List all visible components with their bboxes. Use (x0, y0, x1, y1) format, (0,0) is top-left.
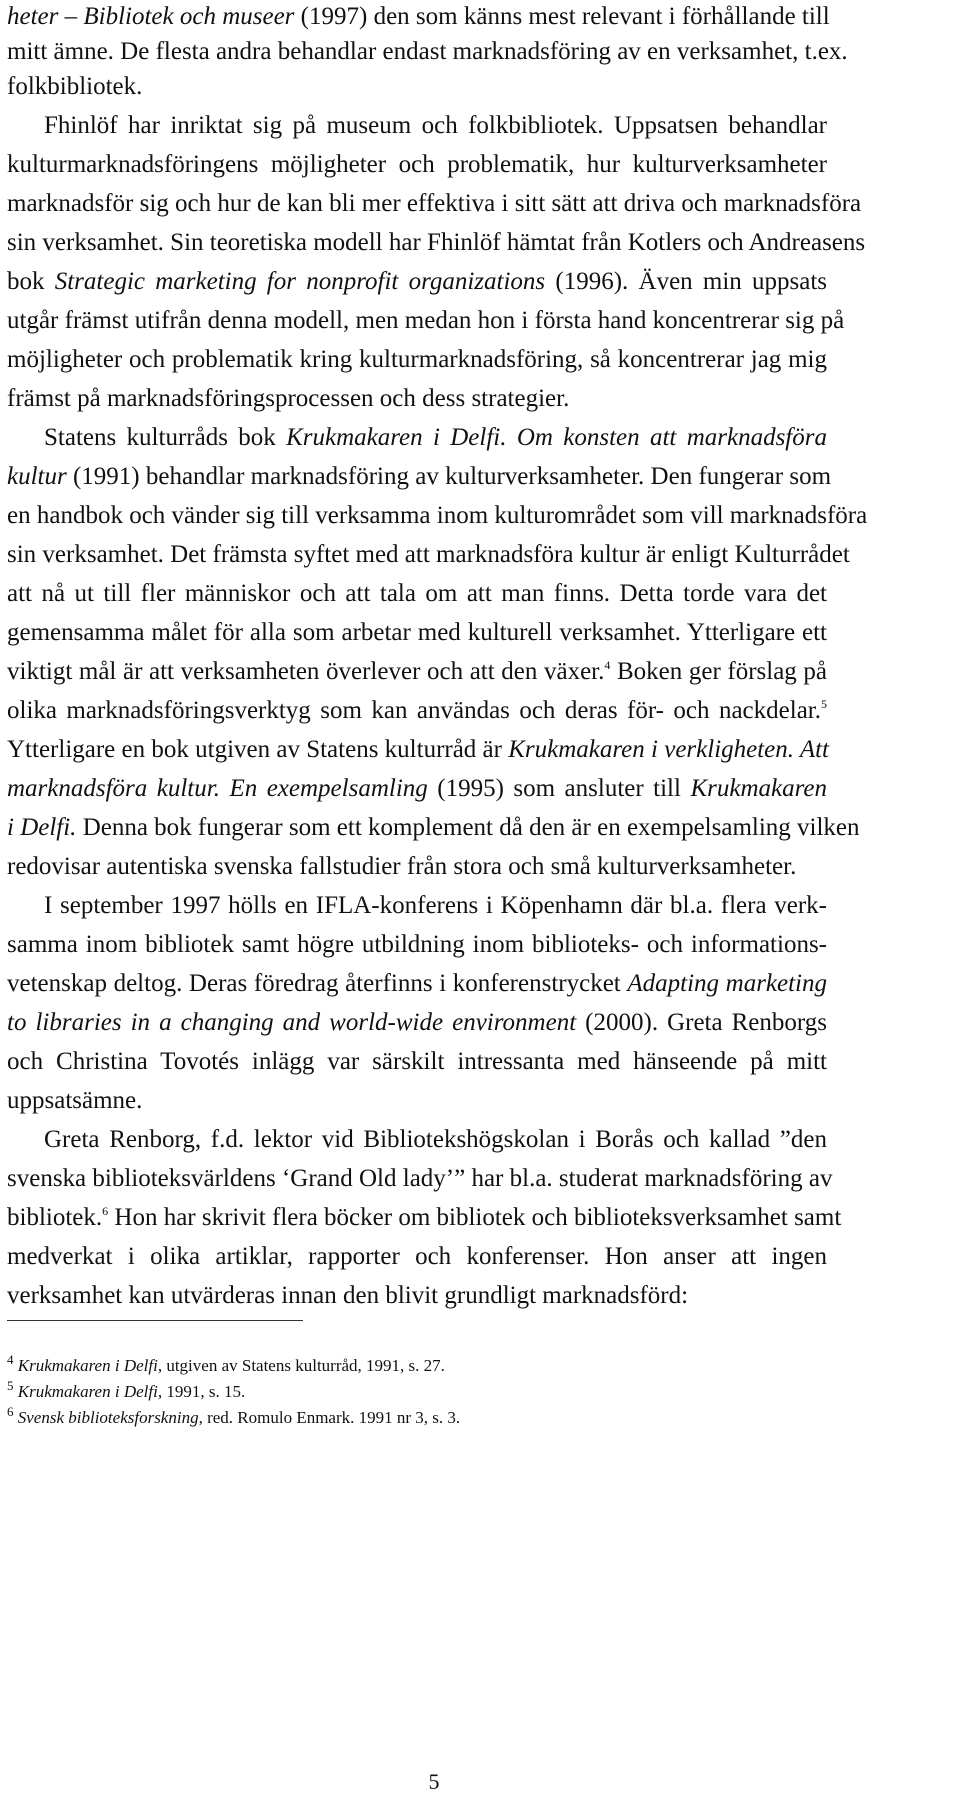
italic-title: Adapting marketing (627, 970, 828, 997)
body-line (7, 967, 827, 1001)
body-line: mitt ämne. De flesta andra behandlar endast marknadsföring av en verksamhet, t.ex. (7, 38, 848, 65)
footnote-number: 4 (7, 1352, 14, 1367)
body-line: I september 1997 hölls en IFLA-konferens i Köpenhamn där bl.a. flera verk- (44, 892, 827, 919)
footnote-ref: 4 (604, 658, 611, 672)
italic-title: to libraries in a changing and world-wide environment (7, 1009, 577, 1036)
body-line: att nå ut till fler människor och att tala om att man finns. Detta torde vara det (7, 580, 827, 607)
body-line: Greta Renborg, f.d. lektor vid Bibliotekshögskolan i Borås och kallad ”den (44, 1126, 827, 1153)
body-line: sin verksamhet. Sin teoretiska modell har Fhinlöf hämtat från Kotlers och Andreasens (7, 229, 866, 256)
text-run: , utgiven av Statens kulturråd, 1991, s. 27. (157, 1356, 445, 1375)
italic-title: Svensk biblioteksforskning (17, 1408, 199, 1427)
italic-title: Krukmakaren i Delfi (17, 1382, 158, 1401)
page-number: 5 (428, 1769, 440, 1794)
italic-title: marknadsföra kultur. En exempelsamling (7, 775, 428, 802)
body-line: verksamhet kan utvärderas innan den blivit grundligt marknadsförd: (7, 1282, 689, 1309)
body-line (7, 655, 827, 689)
body-line (7, 1006, 827, 1040)
body-line: och Christina Tovotés inlägg var särskilt intressanta med hänseende på mitt (7, 1048, 827, 1075)
text-run: (1997) den som känns mest relevant i förhållande till (294, 3, 830, 30)
text-run: (1996). Även min uppsats (545, 268, 828, 295)
footnote-ref: 6 (102, 1204, 109, 1218)
body-line (7, 265, 827, 299)
text-run: (2000). Greta Renborgs (576, 1009, 827, 1036)
italic-title: heter – Bibliotek och museer (7, 3, 295, 30)
text-run: (1995) som ansluter till (427, 775, 691, 802)
italic-title: kultur (7, 463, 67, 490)
body-line: kulturmarknadsföringens möjligheter och problematik, hur kulturverksamheter (7, 151, 827, 178)
footnote (7, 1404, 461, 1429)
body-line: folkbibliotek. (7, 73, 143, 100)
body-line: redovisar autentiska svenska fallstudier från stora och små kulturverksamheter. (7, 853, 797, 880)
footnote-separator (7, 1320, 303, 1321)
body-line (7, 0, 830, 34)
italic-title: i Delfi. (7, 814, 77, 841)
footnote-number: 6 (7, 1404, 14, 1419)
body-line: svenska biblioteksvärldens ‘Grand Old lady’” har bl.a. studerat marknadsföring av (7, 1165, 833, 1192)
italic-title: Krukmakaren (690, 775, 827, 802)
body-line (7, 811, 860, 845)
body-line: medverkat i olika artiklar, rapporter och konferenser. Hon anser att ingen (7, 1243, 827, 1270)
text-run: olika marknadsföringsverktyg som kan användas och deras för- och nackdelar. (7, 697, 821, 724)
body-line (7, 694, 827, 728)
italic-title: Strategic marketing for nonprofit organizations (54, 268, 546, 295)
italic-title: Krukmakaren i Delfi (17, 1356, 158, 1375)
body-line: uppsatsämne. (7, 1087, 143, 1114)
body-line: gemensamma målet för alla som arbetar med kulturell verksamhet. Ytterligare ett (7, 619, 827, 646)
text-run: vetenskap deltog. Deras föredrag återfinns i konferenstrycket (7, 970, 628, 997)
italic-title: Krukmakaren i Delfi. Om konsten att marknadsföra (286, 424, 827, 451)
text-run: Ytterligare en bok utgiven av Statens kulturråd är (7, 736, 509, 763)
footnote (7, 1352, 445, 1377)
text-run: Statens kulturråds bok (44, 424, 287, 451)
body-line: en handbok och vänder sig till verksamma inom kulturområdet som vill marknadsföra (7, 502, 868, 529)
italic-title: Krukmakaren i verkligheten. Att (508, 736, 829, 763)
text-run: bibliotek. (7, 1204, 103, 1231)
footnote (7, 1378, 246, 1403)
footnote-ref: 5 (821, 697, 827, 711)
text-run: Boken ger förslag på (610, 658, 827, 685)
body-line: främst på marknadsföringsprocessen och dess strategier. (7, 385, 570, 412)
text-run: viktigt mål är att verksamheten överlever och att den växer. (7, 658, 605, 685)
text-run: Denna bok fungerar som ett komplement då den är en exempelsamling vilken (76, 814, 860, 841)
text-run: (1991) behandlar marknadsföring av kulturverksamheter. Den fungerar som (66, 463, 832, 490)
body-line: Fhinlöf har inriktat sig på museum och folkbibliotek. Uppsatsen behandlar (44, 112, 827, 139)
body-line (44, 421, 827, 455)
body-line (7, 733, 827, 767)
body-line: sin verksamhet. Det främsta syftet med att marknadsföra kultur är enligt Kulturrådet (7, 541, 850, 568)
body-line (7, 772, 827, 806)
text-run: , red. Romulo Enmark. 1991 nr 3, s. 3. (198, 1408, 461, 1427)
text-run: , 1991, s. 15. (157, 1382, 246, 1401)
text-run: bok (7, 268, 55, 295)
body-line: utgår främst utifrån denna modell, men medan hon i första hand koncentrerar sig på (7, 307, 845, 334)
body-line: samma inom bibliotek samt högre utbildning inom biblioteks- och informations- (7, 931, 827, 958)
body-line: möjligheter och problematik kring kulturmarknadsföring, så koncentrerar jag mig (7, 346, 827, 373)
body-line: marknadsför sig och hur de kan bli mer effektiva i sitt sätt att driva och marknadsföra (7, 190, 862, 217)
body-line (7, 1201, 842, 1235)
text-run: Hon har skrivit flera böcker om bibliotek och biblioteksverksamhet samt (108, 1204, 842, 1231)
footnote-number: 5 (7, 1378, 14, 1393)
body-line (7, 460, 832, 494)
